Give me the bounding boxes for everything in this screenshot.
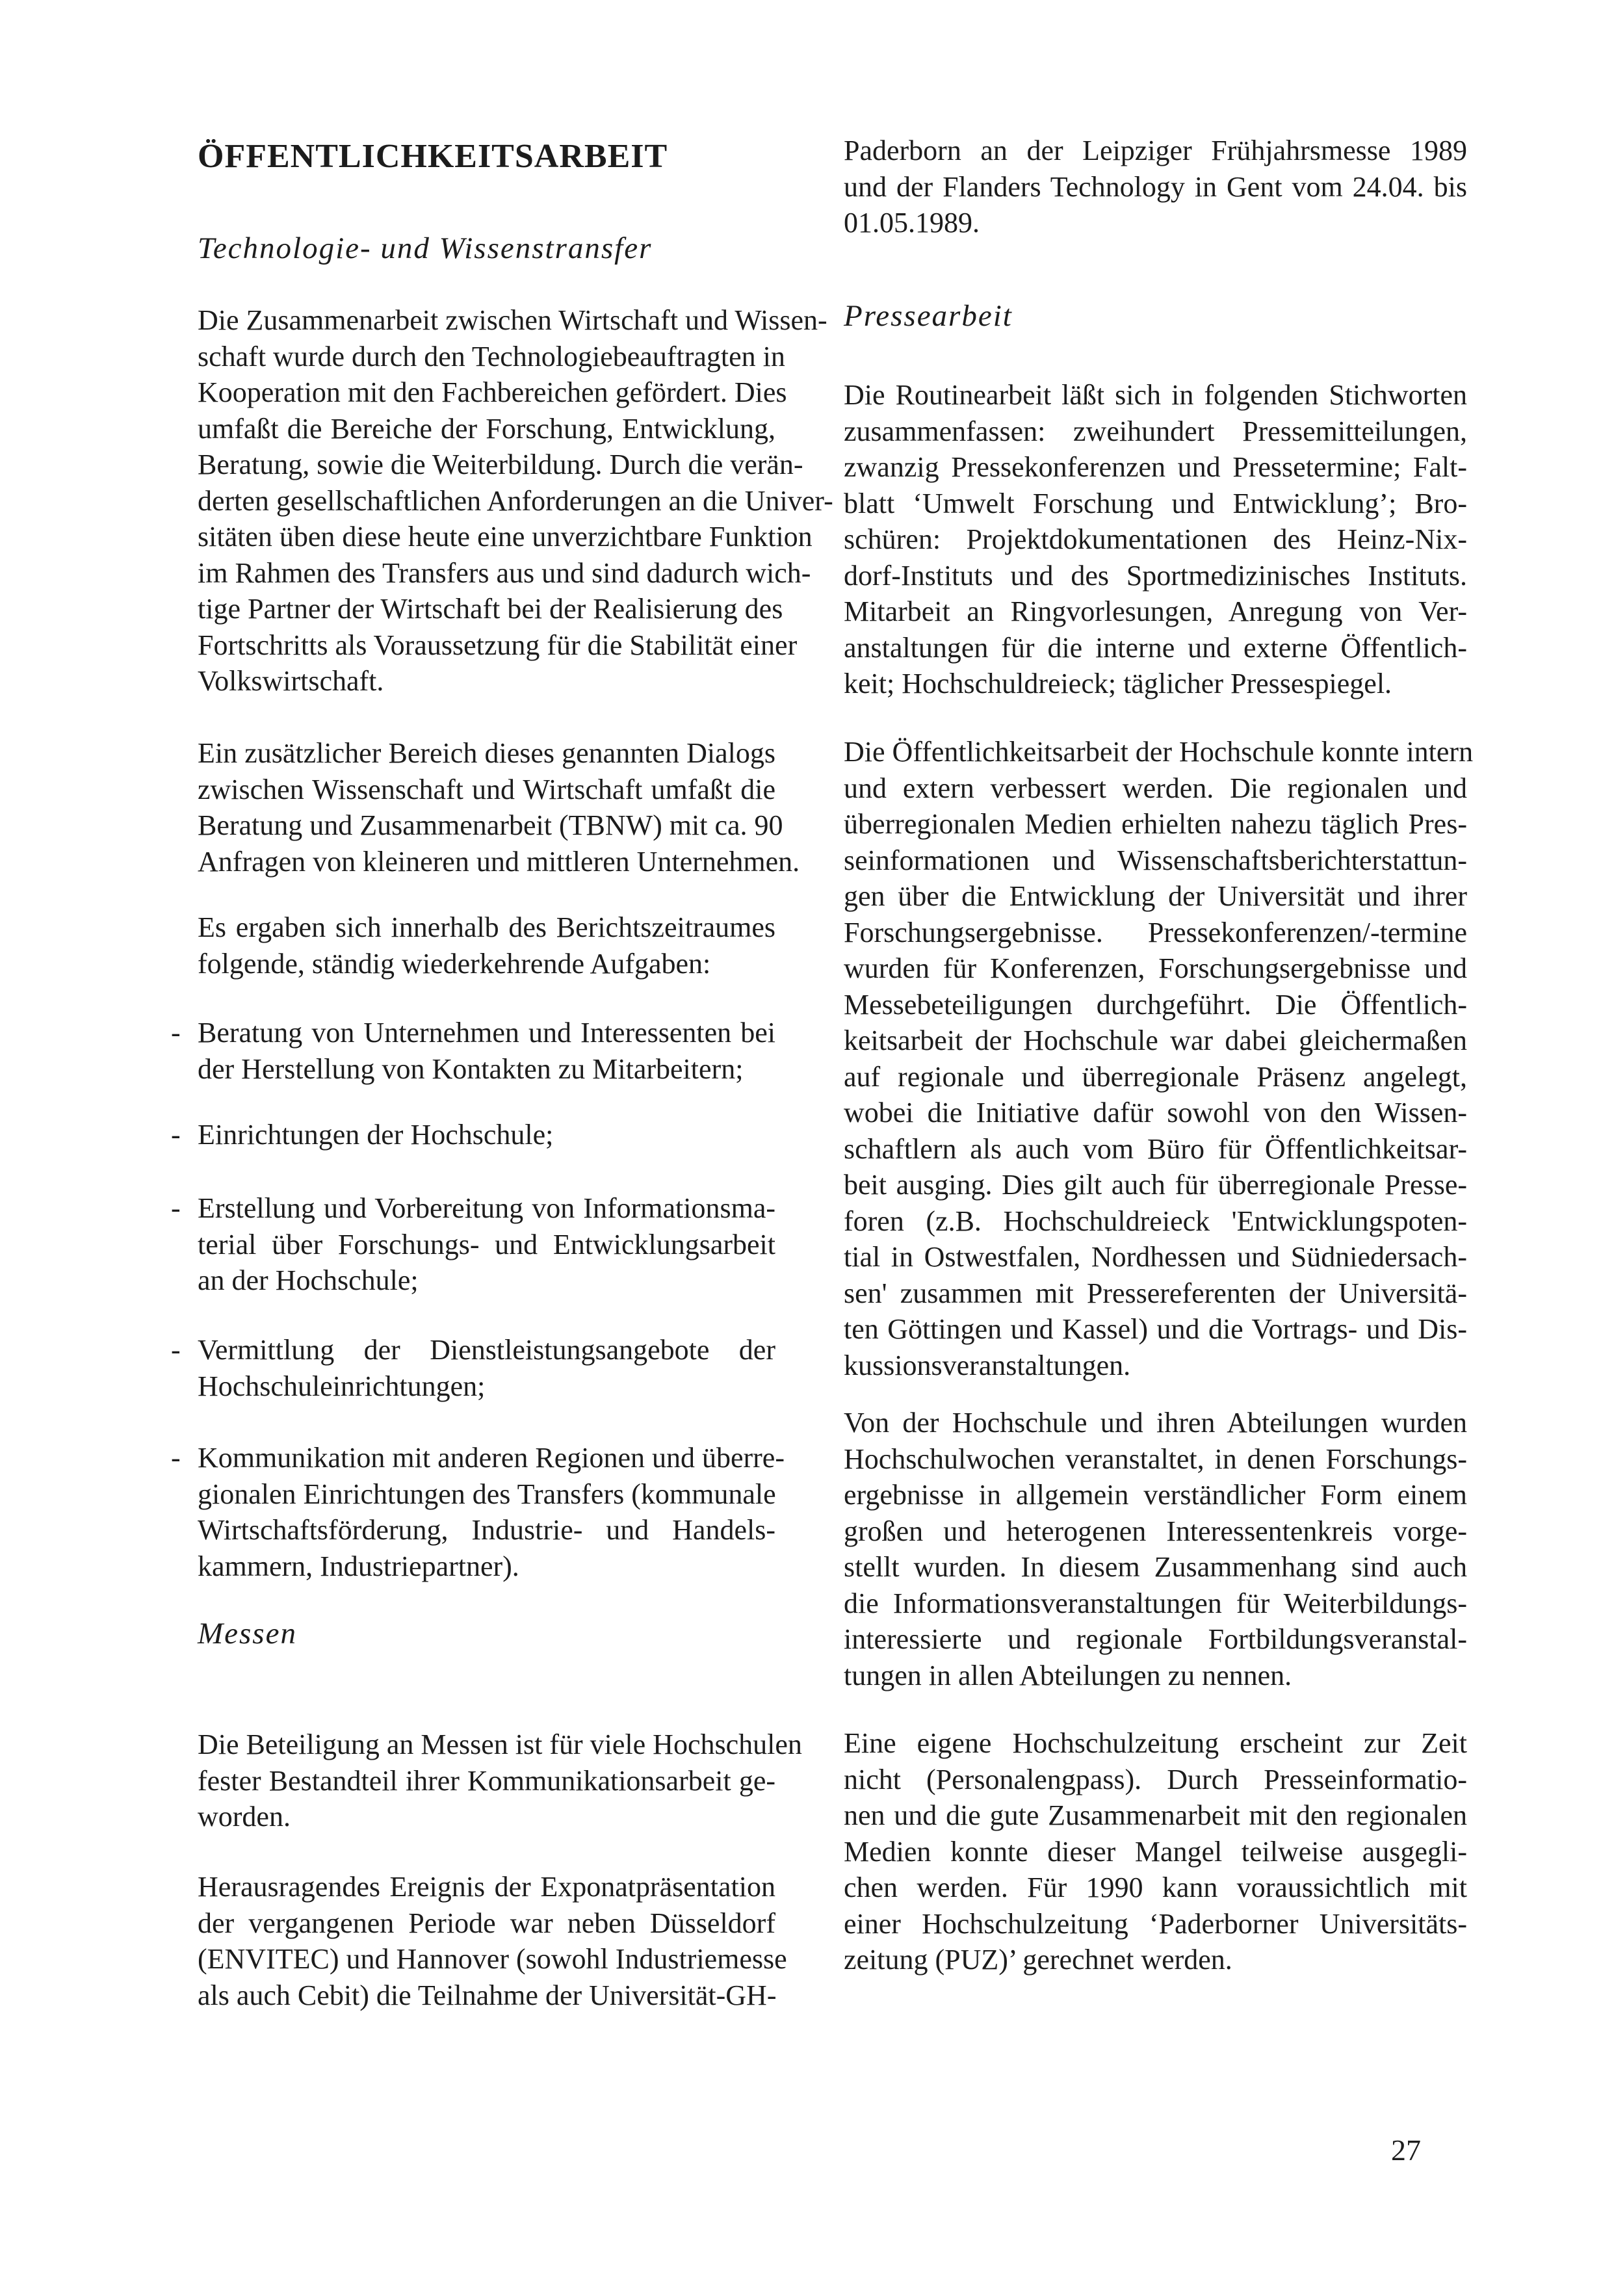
text-line: an der Hochschule; bbox=[198, 1264, 419, 1296]
section-heading-technology-transfer: Technologie- und Wissenstransfer bbox=[198, 231, 653, 265]
paragraph-public-relations bbox=[844, 734, 1474, 1383]
list-item bbox=[171, 1015, 775, 1087]
text-line: als auch Cebit) die Teilnahme der Universität-GH- bbox=[198, 1979, 777, 2011]
text-line: dorf-Instituts und des Sportmedizinisches Instituts. bbox=[844, 559, 1467, 592]
text-line: folgende, ständig wiederkehrende Aufgaben: bbox=[198, 947, 711, 980]
text-line: einer Hochschulzeitung ‘Paderborner Universitäts- bbox=[844, 1907, 1467, 1940]
text-line: Beratung und Zusammenarbeit (TBNW) mit ca. 90 bbox=[198, 809, 783, 841]
paragraph-tasks-intro bbox=[198, 909, 775, 982]
text-line: Herausragendes Ereignis der Exponatpräsentation bbox=[198, 1871, 775, 1903]
text-line: interessierte und regionale Fortbildungsveranstal- bbox=[844, 1623, 1467, 1655]
text-line: Die Beteiligung an Messen ist für viele Hochschulen bbox=[198, 1729, 802, 1760]
paragraph-newspaper bbox=[844, 1725, 1467, 1978]
text-line: sitäten üben diese heute eine unverzichtbare Funktion bbox=[198, 521, 813, 553]
text-line: Erstellung und Vorbereitung von Informationsma- bbox=[198, 1192, 775, 1224]
text-line: fester Bestandteil ihrer Kommunikationsarbeit ge- bbox=[198, 1764, 775, 1797]
text-line: nicht (Personalengpass). Durch Presseinformatio- bbox=[844, 1763, 1467, 1795]
text-line: schüren: Projektdokumentationen des Heinz-Nix- bbox=[844, 523, 1467, 555]
text-line: stellt wurden. In diesem Zusammenhang sind auch bbox=[844, 1551, 1467, 1583]
text-line: tige Partner der Wirtschaft bei der Realisierung des bbox=[198, 593, 783, 625]
bullet-dash: - bbox=[171, 1442, 181, 1474]
text-line: Medien konnte dieser Mangel teilweise ausgegli- bbox=[844, 1835, 1467, 1868]
paragraph-routine bbox=[844, 377, 1467, 702]
text-line: Messebeteiligungen durchgeführt. Die Öffentlich- bbox=[844, 988, 1467, 1021]
text-line: Mitarbeit an Ringvorlesungen, Anregung von Ver- bbox=[844, 595, 1467, 627]
list-item-text bbox=[198, 1332, 775, 1404]
text-line: der vergangenen Periode war neben Düsseldorf bbox=[198, 1907, 775, 1939]
text-line: wurden für Konferenzen, Forschungsergebnisse und bbox=[844, 952, 1467, 984]
text-line: die Informationsveranstaltungen für Weiterbildungs- bbox=[844, 1587, 1467, 1619]
text-line: tial in Ostwestfalen, Nordhessen und Südniedersach- bbox=[844, 1241, 1467, 1273]
text-line: worden. bbox=[198, 1801, 291, 1833]
text-line: Volkswirtschaft. bbox=[198, 665, 384, 697]
text-line: Einrichtungen der Hochschule; bbox=[198, 1119, 554, 1151]
text-line: tungen in allen Abteilungen zu nennen. bbox=[844, 1659, 1292, 1691]
section-heading-messen: Messen bbox=[198, 1617, 297, 1650]
text-line: (ENVITEC) und Hannover (sowohl Industriemesse bbox=[198, 1943, 787, 1975]
text-line: Beratung, sowie die Weiterbildung. Durch die verän- bbox=[198, 449, 803, 480]
text-line: Anfragen von kleineren und mittleren Unternehmen. bbox=[198, 845, 800, 878]
text-line: Paderborn an der Leipziger Frühjahrsmesse 1989 bbox=[844, 135, 1467, 166]
text-line: Kommunikation mit anderen Regionen und überre- bbox=[198, 1442, 785, 1474]
text-line: Hochschulwochen veranstaltet, in denen Forschungs- bbox=[844, 1442, 1467, 1475]
text-line: der Herstellung von Kontakten zu Mitarbeitern; bbox=[198, 1052, 744, 1085]
text-line: zusammenfassen: zweihundert Pressemitteilungen, bbox=[844, 415, 1467, 447]
list-item-text bbox=[198, 1117, 775, 1153]
paragraph-hochschulwochen bbox=[844, 1405, 1467, 1693]
text-line: Die Routinearbeit läßt sich in folgenden Stichworten bbox=[844, 379, 1467, 411]
text-line: Vermittlung der Dienstleistungsangebote der bbox=[198, 1334, 775, 1366]
text-line: Forschungsergebnisse. Pressekonferenzen/-termine bbox=[844, 916, 1467, 948]
text-line: kammern, Industriepartner). bbox=[198, 1550, 519, 1582]
text-line: keitsarbeit der Hochschule war dabei gleichermaßen bbox=[844, 1024, 1467, 1056]
text-line: derten gesellschaftlichen Anforderungen an die Univer- bbox=[198, 484, 833, 517]
text-line: zwanzig Pressekonferenzen und Pressetermine; Falt- bbox=[844, 451, 1467, 483]
text-line: sen' zusammen mit Pressereferenten der Universitä- bbox=[844, 1277, 1467, 1309]
text-line: anstaltungen für die interne und externe Öffentlich- bbox=[844, 631, 1467, 664]
text-line: Es ergaben sich innerhalb des Berichtszeitraumes bbox=[198, 911, 775, 943]
text-line: gionalen Einrichtungen des Transfers (kommunale bbox=[198, 1478, 776, 1510]
text-line: keit; Hochschuldreieck; täglicher Pressespiegel. bbox=[844, 668, 1392, 699]
text-line: nen und die gute Zusammenarbeit mit den regionalen bbox=[844, 1799, 1467, 1831]
text-line: ten Göttingen und Kassel) und die Vortrags- und Dis- bbox=[844, 1313, 1467, 1345]
text-line: Ein zusätzlicher Bereich dieses genannten Dialogs bbox=[198, 737, 775, 769]
list-item bbox=[171, 1117, 775, 1153]
text-line: umfaßt die Bereiche der Forschung, Entwicklung, bbox=[198, 412, 775, 445]
bullet-dash: - bbox=[171, 1334, 181, 1366]
text-line: beit ausging. Dies gilt auch für überregionale Presse- bbox=[844, 1169, 1467, 1201]
text-line: großen und heterogenen Interessentenkreis vorge- bbox=[844, 1515, 1467, 1547]
text-line: und extern verbessert werden. Die regionalen und bbox=[844, 772, 1467, 804]
text-line: ergebnisse in allgemein verständlicher Form einem bbox=[844, 1479, 1467, 1511]
paragraph-messen bbox=[198, 1727, 802, 1835]
page-title: ÖFFENTLICHKEITSARBEIT bbox=[198, 138, 668, 175]
list-item bbox=[171, 1440, 785, 1584]
text-line: terial über Forschungs- und Entwicklungsarbeit bbox=[198, 1228, 775, 1260]
text-line: zwischen Wissenschaft und Wirtschaft umfaßt die bbox=[198, 773, 775, 805]
text-line: Kooperation mit den Fachbereichen gefördert. Dies bbox=[198, 376, 787, 408]
bullet-dash: - bbox=[171, 1119, 181, 1151]
text-line: schaftlern als auch vom Büro für Öffentlichkeitsar- bbox=[844, 1132, 1467, 1165]
bullet-dash: - bbox=[171, 1192, 181, 1224]
text-line: Fortschritts als Voraussetzung für die Stabilität einer bbox=[198, 629, 798, 661]
paragraph-exhibitions-continued bbox=[844, 133, 1467, 241]
text-line: wobei die Initiative dafür sowohl von den Wissen- bbox=[844, 1097, 1467, 1128]
section-heading-pressearbeit: Pressearbeit bbox=[844, 299, 1013, 333]
text-line: blatt ‘Umwelt Forschung und Entwicklung’; Bro- bbox=[844, 487, 1467, 519]
text-line: Eine eigene Hochschulzeitung erscheint zur Zeit bbox=[844, 1727, 1467, 1759]
list-item-text bbox=[198, 1190, 775, 1299]
text-line: schaft wurde durch den Technologiebeauftragten in bbox=[198, 340, 785, 372]
text-line: gen über die Entwicklung der Universität und ihrer bbox=[844, 880, 1467, 912]
paragraph-cooperation bbox=[198, 302, 833, 699]
text-line: im Rahmen des Transfers aus und sind dadurch wich- bbox=[198, 556, 811, 589]
text-line: zeitung (PUZ)’ gerechnet werden. bbox=[844, 1944, 1232, 1976]
paragraph-tbnw bbox=[198, 735, 800, 880]
text-line: chen werden. Für 1990 kann voraussichtlich mit bbox=[844, 1872, 1467, 1903]
text-line: überregionalen Medien erhielten nahezu täglich Pres- bbox=[844, 808, 1467, 840]
text-line: und der Flanders Technology in Gent vom 24.04. bis bbox=[844, 170, 1467, 203]
list-item bbox=[171, 1332, 775, 1404]
text-line: auf regionale und überregionale Präsenz angelegt, bbox=[844, 1060, 1467, 1093]
list-item-text bbox=[198, 1015, 775, 1087]
page-number: 27 bbox=[1391, 2133, 1421, 2167]
text-line: Die Zusammenarbeit zwischen Wirtschaft und Wissen- bbox=[198, 304, 827, 336]
paragraph-exhibitions bbox=[198, 1869, 787, 2013]
text-line: kussionsveranstaltungen. bbox=[844, 1349, 1131, 1381]
list-item bbox=[171, 1190, 775, 1299]
text-line: Von der Hochschule und ihren Abteilungen wurden bbox=[844, 1407, 1467, 1439]
text-line: Wirtschaftsförderung, Industrie- und Handels- bbox=[198, 1514, 775, 1546]
text-line: Die Öffentlichkeitsarbeit der Hochschule konnte intern bbox=[844, 736, 1474, 768]
list-item-text bbox=[198, 1440, 785, 1584]
text-line: Beratung von Unternehmen und Interessenten bei bbox=[198, 1017, 775, 1049]
text-line: 01.05.1989. bbox=[844, 207, 980, 239]
text-line: seinformationen und Wissenschaftsberichterstattun- bbox=[844, 844, 1467, 876]
text-line: Hochschuleinrichtungen; bbox=[198, 1370, 486, 1402]
bullet-dash: - bbox=[171, 1017, 181, 1049]
text-line: foren (z.B. Hochschuldreieck 'Entwicklungspoten- bbox=[844, 1205, 1467, 1237]
